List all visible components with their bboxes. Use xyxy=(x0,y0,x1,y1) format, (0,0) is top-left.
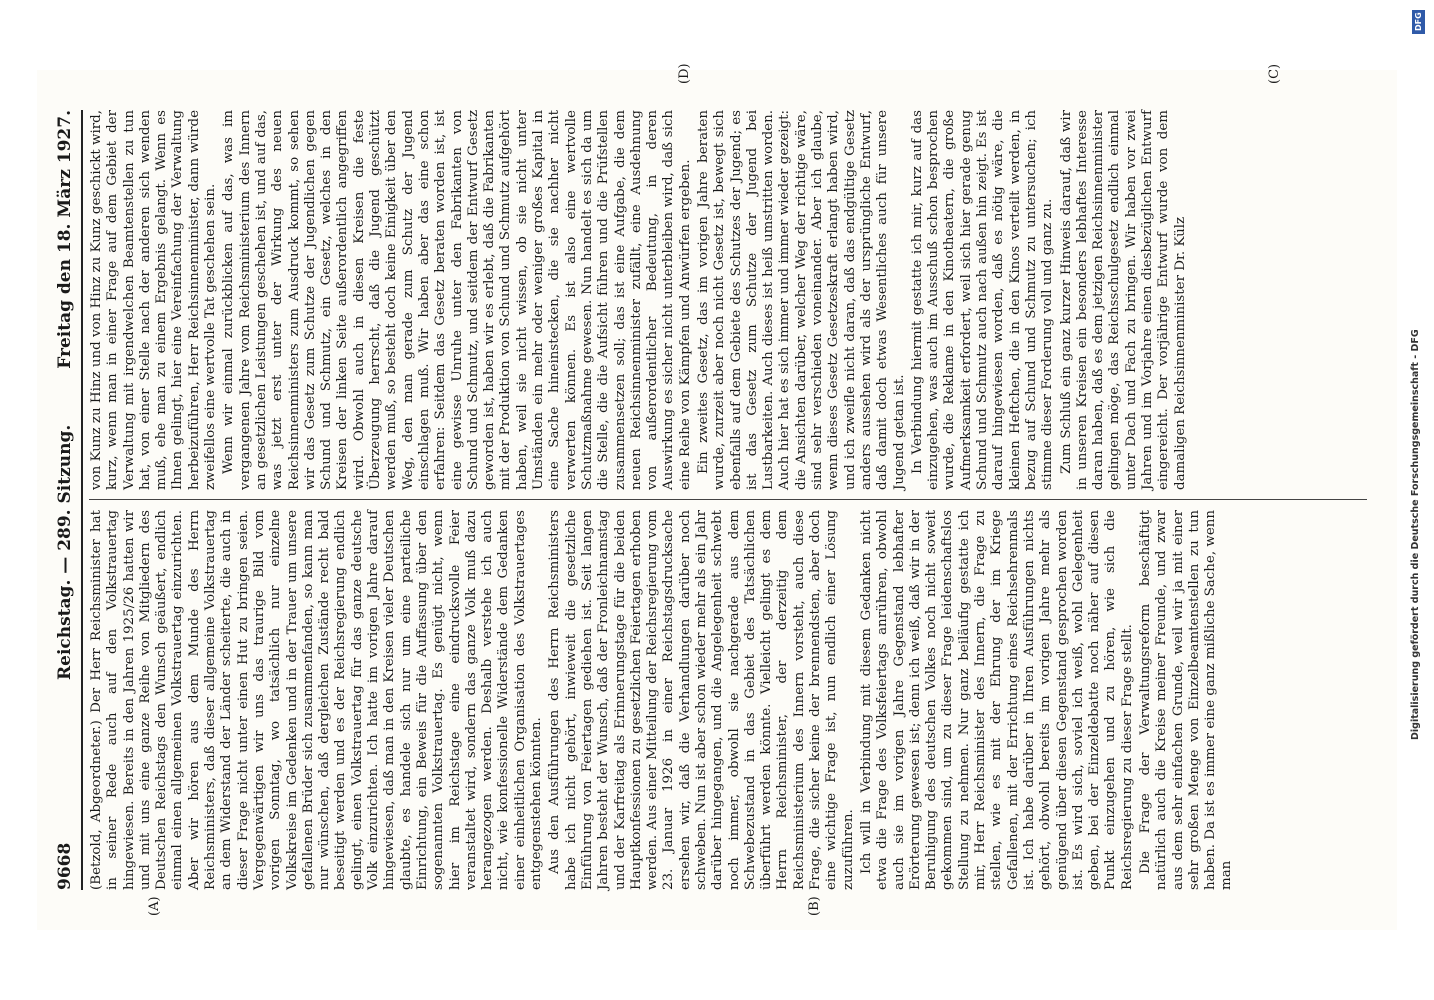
paragraph: Aus den Ausführungen des Herrn Reichsministers habe ich nicht gehört, inwieweit die gesetzliche Einführung von Feiertagen gediehen ist. Seit langen Jahren besteht der Wunsch, daß der Fronleichnamstag und der Karfreitag als Erinnerungstage für die beiden Hauptkonfessionen zu gesetzlichen Feiertagen erhoben werden. Aus einer Mitteilung der Reichsregierung vom 23. Januar 1926 in einer Reichstagsdrucksache ersehen wir, daß die Verhandlungen darüber noch schweben. Nun ist aber schon wieder mehr als ein Jahr darüber hingegangen, und die Angelegenheit schwebt noch immer, obwohl sie nachgerade aus dem Schwebezustand in das Gebiet des Tatsächlichen überführt werden könnte. Vielleicht gelingt es dem Herrn Reichsminister, der derzeitig dem Reichsministerium des Innern vorsteht, auch diese Frage, die sicher keine der brennendsten, aber doch eine wichtige Frage ist, nun endlich einer Lösung zuzuführen. xyxy=(547,510,856,890)
paragraph: Ich will in Verbindung mit diesem Gedanken nicht etwa die Frage des Volksfeiertags anrühren, obwohl auch sie im vorigen Jahre Gegenstand lebhafter Erörterung gewesen ist; denn ich weiß, daß wir in der Beruhigung des deutschen Volkes noch nicht soweit gekommen sind, um zu dieser Frage leidenschaftslos Stellung zu nehmen. Nur ganz beiläufig gestatte ich mir, Herr Reichsminister des Innern, die Frage zu stellen, wie es mit der Ehrung der im Kriege Gefallenen, mit der Errichtung eines Reichsehrenmals ist. Ich habe darüber in Ihren Ausführungen nichts gehört, obwohl bereits im vorigen Jahre mehr als genügend über diesen Gegenstand gesprochen worden ist. Es wird sich, soviel ich weiß, wohl Gelegenheit geben, bei der Einzeldebatte noch näher auf diesen Punkt einzugehen und zu hören, wie sich die Reichsregierung zu dieser Frage stellt. xyxy=(858,510,1135,890)
paragraph: (Betzold, Abgeordneter.) Der Herr Reichsminister hat in seiner Rede auch auf den Volkstrauertag hingewiesen. Bereits in den Jahren 1925/26 hatten wir und mit uns eine ganze Reihe von Mitgliedern des Deutschen Reichstags den Wunsch geäußert, endlich einmal einen allgemeinen Volkstrauertag einzurichten. Aber wir hören aus dem Munde des Herrn Reichsministers, daß dieser allgemeine Volkstrauertag an dem Widerstand der Länder scheiterte, die auch in dieser Frage nicht unter einen Hut zu bringen seien. Vergegenwärtigen wir uns das traurige Bild vom vorigen Sonntag, wo tatsächlich nur einzelne Volkskreise im Gedenken und in der Trauer um unsere gefallenen Brüder sich zusammenfanden, so kann man nur wünschen, daß dergleichen Zustände recht bald beseitigt werden und es der Reichsregierung endlich gelingt, einen Volkstrauertag für das ganze deutsche Volk einzurichten. Ich hatte im vorigen Jahre darauf hingewiesen, daß man in den Kreisen vieler Deutschen glaubte, es handele sich nur um eine parteiliche Einrichtung, ein Beweis für die Auffassung über den sogenannten Volkstrauertag. Es genügt nicht, wenn hier im Reichstage eine eindrucksvolle Feier veranstaltet wird, sondern das ganze Volk muß dazu herangezogen werden. Deshalb verstehe ich auch nicht, wie konfessionelle Widerstände dem Gedanken einer einheitlichen Organisation des Volkstrauertages entgegenstehen könnten. xyxy=(89,510,545,890)
page-header xyxy=(51,110,83,890)
paragraph: von Kunz zu Hinz und von Hinz zu Kunz geschickt wird, kurz, wenn man in einer Frage auf dem Gebiet der Verwaltung mit irgendwelchen Beamtenstellen zu tun hat, von einer Stelle nach der anderen sich wenden muß, ehe man zu einem Ergebnis gelangt. Wenn es Ihnen gelingt, hier eine Vereinfachung der Verwaltung herbeizuführen, Herr Reichsinnenminister, dann würde zweifellos eine wertvolle Tat geschehen sein. xyxy=(89,110,219,490)
paragraph: Wenn wir einmal zurückblicken auf das, was im vergangenen Jahre vom Reichsministerium des Innern an gesetzlichen Leistungen geschehen ist, und auf das, was jetzt erst unter der Wirkung des neuen Reichsinnenministers zum Ausdruck kommt, so sehen wir das Gesetz zum Schutze der Jugendlichen gegen Schund und Schmutz, ein Gesetz, welches in den Kreisen der linken Seite außerordentlich angegriffen wird. Obwohl auch in diesen Kreisen die feste Überzeugung herrscht, daß die Jugend geschützt werden muß, so besteht doch keine Einigkeit über den Weg, den man gerade zum Schutz der Jugend einschlagen muß. Wir haben aber das eine schon erfahren: Seitdem das Gesetz beraten worden ist, ist eine gewisse Unruhe unter den Fabrikanten von Schund und Schmutz, und seitdem der Entwurf Gesetz geworden ist, haben wir es erlebt, daß die Fabrikanten mit der Produktion von Schund und Schmutz aufgehört haben, weil sie nicht wissen, ob sie nicht unter Umständen ein mehr oder weniger großes Kapital in eine Sache hineinstecken, die sie nachher nicht verwerten können. Es ist also eine wertvolle Schutzmaßnahme gewesen. Nun handelt es sich da um die Stelle, die die Aufsicht führen und die Prüfstellen zusammensetzen soll; das ist eine Aufgabe, die dem neuen Reichsinnenminister zufällt, eine Ausdehnung von außerordentlicher Bedeutung, in deren Auswirkung es sicher nicht unterbleiben wird, daß sich eine Reihe von Kämpfen und Anwürfen ergeben. xyxy=(221,110,693,490)
digitization-note: Digitalisierung gefördert durch die Deutsche Forschungsgemeinschaft - DFG xyxy=(1410,329,1421,740)
dfg-logo: DFG xyxy=(1412,10,1425,34)
paragraph: Zum Schluß ein ganz kurzer Hinweis darauf, daß wir in unseren Kreisen ein besonders lebhaftes Interesse daran haben, daß es dem jetzigen Reichsinnenminister gelingen möge, das Reichsschulgesetz endlich einmal unter Dach und Fach zu bringen. Wir haben vor zwei Jahren und im Vorjahre einen diesbezüglichen Entwurf eingereicht. Der vorjährige Entwurf wurde von dem damaligen Reichsinnenminister Dr. Külz xyxy=(1058,110,1188,490)
margin-marker-c: (C) xyxy=(1267,63,1282,84)
session-title: Reichstag. — 289. Sitzung. xyxy=(55,424,75,680)
column-divider xyxy=(89,499,1367,500)
session-date: Freitag den 18. März 1927. xyxy=(55,110,75,369)
margin-marker-a: (A) xyxy=(147,896,162,916)
paragraph: Die Frage der Verwaltungsreform beschäftigt natürlich auch die Kreise meiner Freunde, und zwar aus dem sehr einfachen Grunde, weil wir ja mit einer sehr großen Menge von Einzelbeamtenstellen zu tun haben. Da ist es immer eine ganz mißliche Sache, wenn man xyxy=(1138,510,1235,890)
page-number: 9668 xyxy=(55,842,75,890)
left-column xyxy=(89,510,1238,890)
document-page xyxy=(37,63,1397,930)
margin-marker-b: (B) xyxy=(807,896,822,916)
margin-marker-d: (D) xyxy=(677,63,692,84)
digitization-strip xyxy=(1410,6,1432,996)
paragraph: Ein zweites Gesetz, das im vorigen Jahre beraten wurde, zurzeit aber noch nicht Gesetz ist, bewegt sich ebenfalls auf dem Gebiete des Schutzes der Jugend; es ist das Gesetz zum Schutze der Jugend bei Lustbarkeiten. Auch dieses ist heiß umstritten worden. Auch hier hat es sich immer und immer wieder gezeigt: die Ansichten darüber, welcher Weg der richtige wäre, sind sehr verschieden voneinander. Aber ich glaube, wenn dieses Gesetz Gesetzeskraft erlangt haben wird, und ich zweifle nicht daran, daß das endgültige Gesetz anders aussehen wird als der ursprüngliche Entwurf, daß damit doch etwas Wesentliches auch für unsere Jugend getan ist. xyxy=(695,110,907,490)
paragraph: In Verbindung hiermit gestatte ich mir, kurz auf das einzugehen, was auch im Ausschuß schon besprochen wurde, die Reklame in den Kinotheatern, die große Aufmerksamkeit erfordert, weil sich hier gerade genug Schund und Schmutz auch nach außen hin zeigt. Es ist darauf hingewiesen worden, daß es nötig wäre, die kleinen Heftchen, die in den Kinos verteilt werden, in bezug auf Schund und Schmutz zu untersuchen; ich stimme dieser Forderung voll und ganz zu. xyxy=(909,110,1056,490)
right-column xyxy=(89,110,1191,490)
